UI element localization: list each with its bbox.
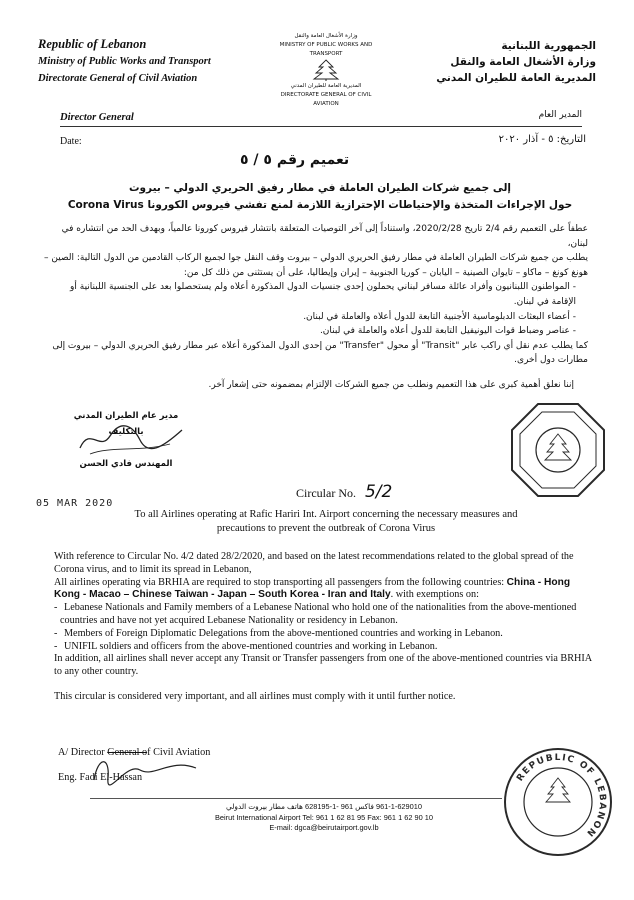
director-general-label-ar: المدير العام [538, 110, 582, 120]
ministry-title-en-small: MINISTRY OF PUBLIC WORKS AND TRANSPORT [279, 42, 373, 57]
header-divider [60, 126, 582, 127]
republic-seal-icon [502, 746, 614, 858]
footer-phone-ar: 961-1-629010 فاكس 961 -1-628195 هاتف مطار بيروت الدولي [226, 802, 422, 811]
arabic-paragraph-ban: يطلب من جميع شركات الطيران العاملة في مطار رفيق الحريري الدولي – بيروت وقف النقل جوا لجميع الركاب القادمين من الدول التالية: الصين – هونغ كونغ – ماكاو – تايوان الصينية – اليابان – كوريا الجنوبية – إيران وإيطاليا، على أن يستثنى من ذلك كل من: [44, 253, 588, 278]
circular-number-block [296, 482, 392, 502]
signatory-suffix: f Civil Aviation [147, 747, 211, 758]
republic-title-ar: الجمهورية اللبنانية [501, 40, 596, 52]
arabic-paragraph-reference: عطفاً على التعميم رقم 2/4 تاريخ 2020/2/28، واستناداً إلى آخر التوصيات المتعلقة بانتشار فيروس كورونا عالمياً، وبهدف الحد من انتشاره في لبنان، [61, 224, 588, 249]
official-stamp-icon [508, 400, 608, 500]
ministry-title-en: Ministry of Public Works and Transport [38, 56, 211, 67]
english-closing: This circular is considered very important, and all airlines must comply with it until further notice. [54, 690, 456, 702]
seal-ring-text: REPUBLIC OF LEBANON [515, 752, 608, 839]
directorate-title-en-small: DIRECTORATE GENERAL OF CIVIL AVIATION [280, 92, 372, 107]
list-item: - عناصر وضباط قوات اليونيفيل التابعة للدول أعلاه والعاملة في لبنان. [44, 324, 576, 339]
english-body [54, 551, 594, 704]
english-signatory-name: Eng. Fadi El-Hassan [58, 772, 143, 783]
directorate-title-ar-small: المديرية العامة للطيران المدني [290, 83, 362, 89]
circular-number-ar: تعميم رقم ٥ / ٥ [240, 152, 350, 168]
english-exemption-text: Lebanese Nationals and Family members of a Lebanese National who hold one of the nationalities from the above-mentioned countries and have not yet acquired Lebanese Nationality or residency in Lebanon. [60, 602, 577, 626]
english-ban-exemptions-intro: . with exemptions on: [390, 589, 479, 601]
arabic-signatory-name: المهندس فادي الحسن [79, 459, 173, 469]
circular-number-value: 5/2 [364, 482, 393, 502]
english-ban-text: All airlines operating via BRHIA are required to stop transporting all passengers from the following countries: [54, 576, 507, 588]
director-general-label-en: Director General [60, 112, 134, 123]
english-exemption-text: Members of Foreign Diplomatic Delegations from the above-mentioned countries and working in Lebanon. [64, 627, 503, 639]
date-label-en: Date: [60, 136, 82, 147]
list-item: - المواطنون اللبنانيون وأفراد عائلة مسافر لبناني يحملون إحدى جنسيات الدول المذكورة أعلاه ولم يستحصلوا بعد على الجنسية اللبنانية أو الإقامة في لبنان. [44, 280, 576, 309]
english-paragraph-transit: In addition, all airlines shall never accept any Transit or Transfer passengers from one of the above-mentioned countries via BRHIA to any other country. [54, 653, 592, 678]
ministry-title-ar: وزارة الأشغال العامة والنقل [450, 56, 596, 68]
svg-text:REPUBLIC OF LEBANON [515, 753, 607, 839]
date-stamp: 05 MAR 2020 [36, 498, 114, 509]
republic-title-en: Republic of Lebanon [38, 37, 147, 51]
english-subject: To all Airlines operating at Rafic Hariri Int. Airport concerning the necessary measures and precautions to prevent the outbreak of Corona Virus [134, 509, 518, 534]
footer-email[interactable]: E-mail: dgca@beirutairport.gov.lb [269, 823, 379, 832]
english-exemption-text: UNIFIL soldiers and officers from the above-mentioned countries and working in Lebanon. [64, 640, 438, 652]
footer-divider [90, 798, 502, 799]
arabic-paragraph-transit: كما يطلب عدم نقل أي راكب عابر "Transit" أو محول "Transfer" من إحدى الدول المذكورة أعلاه عبر مطار رفيق الحريري الدولي – بيروت إلى مطارات دول أخرى. [52, 340, 588, 366]
directorate-title-ar: المديرية العامة للطيران المدني [436, 72, 596, 84]
english-paragraph-ban [54, 577, 594, 603]
arabic-exemption-list [44, 280, 588, 338]
english-paragraph-reference: With reference to Circular No. 4/2 dated 28/2/2020, and based on the latest recommendations related to the global spread of the Corona virus, and to limit its spread in Lebanon, [54, 551, 574, 575]
arabic-closing: إننا نعلق أهمية كبرى على هذا التعميم ونطلب من جميع الشركات الإلتزام بمضمونه حتى إشعار آخر. [208, 379, 574, 390]
list-item: - أعضاء البعثات الدبلوماسية الأجنبية التابعة للدول أعلاه والعاملة في لبنان. [44, 310, 576, 325]
list-item: - Lebanese Nationals and Family members of a Lebanese National who hold one of the nationalities from the above-mentioned countries and have not yet acquired Lebanese Nationality or residency in Lebanon. [54, 602, 577, 626]
footer-phone-en: Beirut International Airport Tel: 961 1 62 81 95 Fax: 961 1 62 90 10 [214, 812, 434, 822]
footer-contact [164, 802, 484, 834]
cedar-emblem-icon [309, 59, 343, 81]
arabic-heading-recipients: إلى جميع شركات الطيران العاملة في مطار رفيق الحريري الدولي – بيروت [128, 182, 512, 194]
list-item: - UNIFIL soldiers and officers from the above-mentioned countries and working in Lebanon. [54, 640, 438, 652]
header-left-block [38, 36, 258, 87]
arabic-signatory-title: مدير عام الطيران المدني بالتكليف [73, 411, 179, 437]
signatory-prefix: A/ Director [58, 747, 108, 758]
handwritten-signature-icon [70, 418, 190, 458]
arabic-body [44, 222, 588, 393]
ministry-title-ar-small: وزارة الأشغال العامة والنقل [294, 33, 358, 39]
circular-number-label: Circular No. [296, 486, 356, 500]
list-item: - Members of Foreign Diplomatic Delegations from the above-mentioned countries and working in Lebanon. [54, 627, 503, 639]
english-country-list: China - Hong Kong - Macao – Chinese Taiwan - Japan – South Korea - Iran and Italy [54, 576, 571, 601]
date-label-ar: التاريخ: ٥ - آذار ٢٠٢٠ [498, 134, 586, 145]
directorate-title-en: Directorate General of Civil Aviation [38, 73, 198, 84]
arabic-heading-subject: حول الإجراءات المتخذة والإحتياطات الإحترازية اللازمة لمنع تفشي فيروس الكورونا Corona Virus [67, 199, 573, 211]
header-center-block [276, 32, 376, 109]
signatory-struck-text: General o [107, 747, 148, 758]
header-right-block [396, 38, 596, 86]
